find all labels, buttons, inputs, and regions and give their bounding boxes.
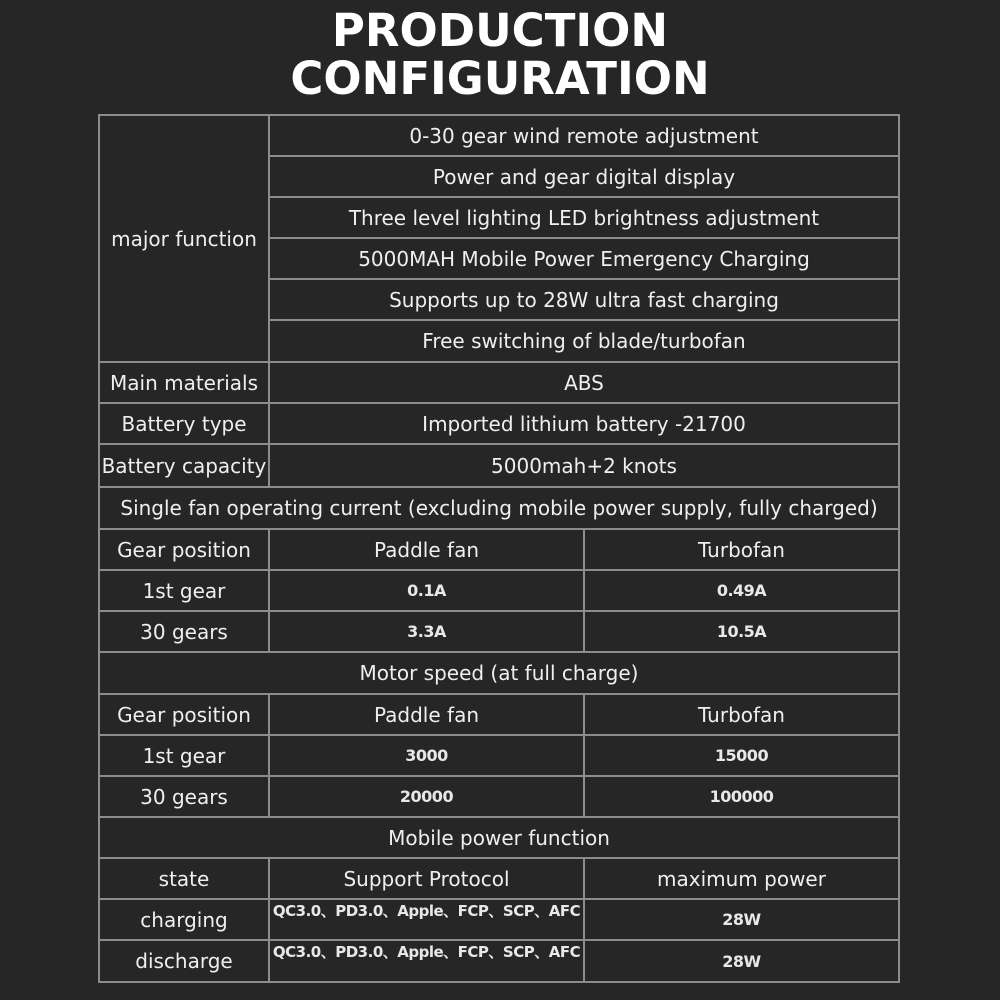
table-cell: 3.3A bbox=[268, 610, 585, 653]
battery-type-value: Imported lithium battery -21700 bbox=[268, 402, 900, 445]
table-cell: 0.1A bbox=[268, 569, 585, 612]
protocol-cell: QC3.0、PD3.0、Apple、FCP、SCP、AFC bbox=[268, 898, 585, 941]
row-label: 30 gears bbox=[98, 610, 270, 653]
title-line-2: CONFIGURATION bbox=[290, 52, 710, 105]
function-item: Three level lighting LED brightness adjustment bbox=[268, 196, 900, 239]
title-line-1: PRODUCTION bbox=[331, 4, 669, 57]
row-label: 1st gear bbox=[98, 734, 270, 777]
row-label: 30 gears bbox=[98, 775, 270, 818]
column-header: Turbofan bbox=[583, 693, 900, 736]
battery-type-label: Battery type bbox=[98, 402, 270, 445]
power-section-heading: Mobile power function bbox=[98, 816, 900, 859]
function-item: Power and gear digital display bbox=[268, 155, 900, 198]
row-label: charging bbox=[98, 898, 270, 941]
function-item: Free switching of blade/turbofan bbox=[268, 319, 900, 363]
battery-capacity-label: Battery capacity bbox=[98, 443, 270, 488]
function-item: 5000MAH Mobile Power Emergency Charging bbox=[268, 237, 900, 280]
speed-section-heading: Motor speed (at full charge) bbox=[98, 651, 900, 695]
table-cell: 10.5A bbox=[583, 610, 900, 653]
battery-capacity-value: 5000mah+2 knots bbox=[268, 443, 900, 488]
main-materials-label: Main materials bbox=[98, 361, 270, 404]
function-item: 0-30 gear wind remote adjustment bbox=[268, 114, 900, 157]
major-function-label: major function bbox=[98, 114, 270, 363]
table-cell: 20000 bbox=[268, 775, 585, 818]
column-header: Turbofan bbox=[583, 528, 900, 571]
table-cell: 100000 bbox=[583, 775, 900, 818]
table-cell: 15000 bbox=[583, 734, 900, 777]
column-header: Support Protocol bbox=[268, 857, 585, 900]
column-header: state bbox=[98, 857, 270, 900]
main-materials-value: ABS bbox=[268, 361, 900, 404]
column-header: Paddle fan bbox=[268, 693, 585, 736]
table-cell: 0.49A bbox=[583, 569, 900, 612]
function-item: Supports up to 28W ultra fast charging bbox=[268, 278, 900, 321]
current-section-heading: Single fan operating current (excluding mobile power supply, fully charged) bbox=[98, 486, 900, 530]
column-header: Gear position bbox=[98, 528, 270, 571]
protocol-cell: QC3.0、PD3.0、Apple、FCP、SCP、AFC bbox=[268, 939, 585, 983]
table-cell: 28W bbox=[583, 898, 900, 941]
table-cell: 28W bbox=[583, 939, 900, 983]
column-header: maximum power bbox=[583, 857, 900, 900]
table-cell: 3000 bbox=[268, 734, 585, 777]
column-header: Paddle fan bbox=[268, 528, 585, 571]
row-label: 1st gear bbox=[98, 569, 270, 612]
row-label: discharge bbox=[98, 939, 270, 983]
column-header: Gear position bbox=[98, 693, 270, 736]
